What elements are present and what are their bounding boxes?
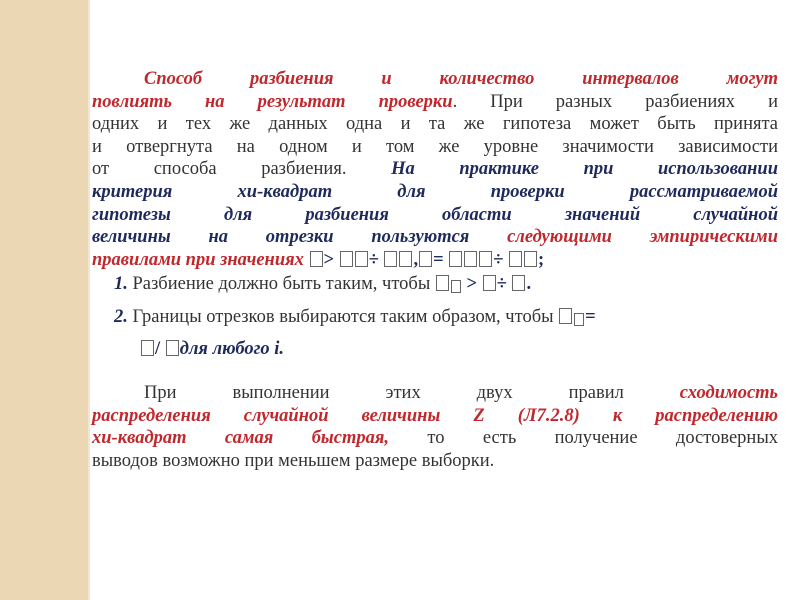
p2-red-phrase-a: сходимость bbox=[679, 383, 779, 404]
p1-line-9 bbox=[92, 249, 778, 272]
formula-glyph-box bbox=[384, 251, 397, 267]
formula-eq: = bbox=[433, 249, 444, 270]
formula-comma: , bbox=[413, 249, 419, 270]
formula-glyph-box bbox=[340, 251, 353, 267]
rule-2-number: 2. bbox=[114, 306, 128, 327]
p1-plain-c: от способа разбиения. bbox=[92, 159, 347, 180]
p1-line-7: гипотезы для разбиения области значений случайной bbox=[92, 204, 778, 225]
p2-plain-a: При выполнении этих двух правил bbox=[144, 383, 624, 404]
p2-red-phrase-b: хи-квадрат самая быстрая, bbox=[92, 428, 390, 449]
formula-eq: = bbox=[585, 306, 596, 327]
p2-plain-b: то есть получение достоверных bbox=[427, 428, 779, 449]
p1-line-3: одних и тех же данных одна и та же гипотеза может быть принята bbox=[92, 114, 778, 135]
formula-glyph-box bbox=[310, 251, 323, 267]
rule-2-text: Границы отрезков выбираются таким образом, чтобы bbox=[132, 306, 554, 327]
formula-gt: > bbox=[323, 249, 335, 270]
formula-end: ; bbox=[538, 249, 545, 270]
formula-div: ÷ bbox=[368, 249, 379, 270]
rule-1-text: Разбиение должно быть таким, чтобы bbox=[132, 274, 431, 295]
formula-glyph-box bbox=[574, 313, 584, 326]
slide-content bbox=[92, 68, 778, 473]
p1-red-phrase-c: следующими эмпирическими bbox=[507, 227, 778, 248]
rule-2-tail: для любого i. bbox=[179, 338, 285, 359]
p1-red-phrase-a: Способ разбиения и количество интервалов могут bbox=[144, 69, 778, 89]
formula-glyph-box bbox=[449, 251, 462, 267]
p1-line-5 bbox=[92, 158, 778, 181]
formula-glyph-box bbox=[436, 275, 449, 291]
formula-glyph-box bbox=[559, 308, 572, 324]
formula-slash: / bbox=[155, 338, 161, 359]
formula-div: ÷ bbox=[496, 274, 507, 295]
formula-glyph-box bbox=[464, 251, 477, 267]
formula-glyph-box bbox=[509, 251, 522, 267]
p1-red-phrase-d: правилами при значениях bbox=[92, 249, 304, 270]
p1-line-6: критерия хи-квадрат для проверки рассматриваемой bbox=[92, 181, 778, 202]
formula-glyph-box bbox=[483, 275, 496, 291]
formula-glyph-box bbox=[524, 251, 537, 267]
rule-1-number: 1. bbox=[114, 274, 128, 295]
p1-navy-phrase-a: На практике при использовании bbox=[391, 159, 779, 180]
stripe-edge bbox=[88, 0, 90, 600]
formula-glyph-box bbox=[141, 340, 154, 356]
formula-glyph-box bbox=[479, 251, 492, 267]
p2-line-3 bbox=[92, 427, 778, 450]
formula-glyph-box bbox=[512, 275, 525, 291]
p1-line-1 bbox=[92, 68, 778, 91]
formula-glyph-box bbox=[419, 251, 432, 267]
p1-line-8 bbox=[92, 226, 778, 249]
formula-glyph-box bbox=[166, 340, 179, 356]
rule-2-continuation bbox=[92, 338, 778, 361]
p1-red-phrase-b: повлиять на результат проверки bbox=[92, 91, 453, 112]
p2-line-1 bbox=[92, 382, 778, 405]
p2-line-4: выводов возможно при меньшем размере выборки. bbox=[92, 450, 495, 471]
formula-end: . bbox=[526, 274, 532, 295]
p2-line-2: распределения случайной величины Z (Л7.2.8) к распределению bbox=[92, 405, 778, 426]
rule-2 bbox=[92, 306, 778, 329]
formula-gt: > bbox=[466, 274, 478, 295]
rule-1 bbox=[92, 273, 778, 296]
formula-glyph-box bbox=[355, 251, 368, 267]
decorative-side-stripe bbox=[0, 0, 88, 600]
p1-line-2 bbox=[92, 91, 778, 114]
p1-line-4: и отвергнута на одном и том же уровне значимости зависимости bbox=[92, 136, 778, 157]
p1-plain-b: . При разных разбиениях и bbox=[452, 91, 778, 112]
formula-glyph-box bbox=[451, 280, 461, 293]
p1-navy-phrase-b: величины на отрезки пользуются bbox=[92, 227, 470, 248]
formula-div: ÷ bbox=[493, 249, 504, 270]
formula-glyph-box bbox=[399, 251, 412, 267]
